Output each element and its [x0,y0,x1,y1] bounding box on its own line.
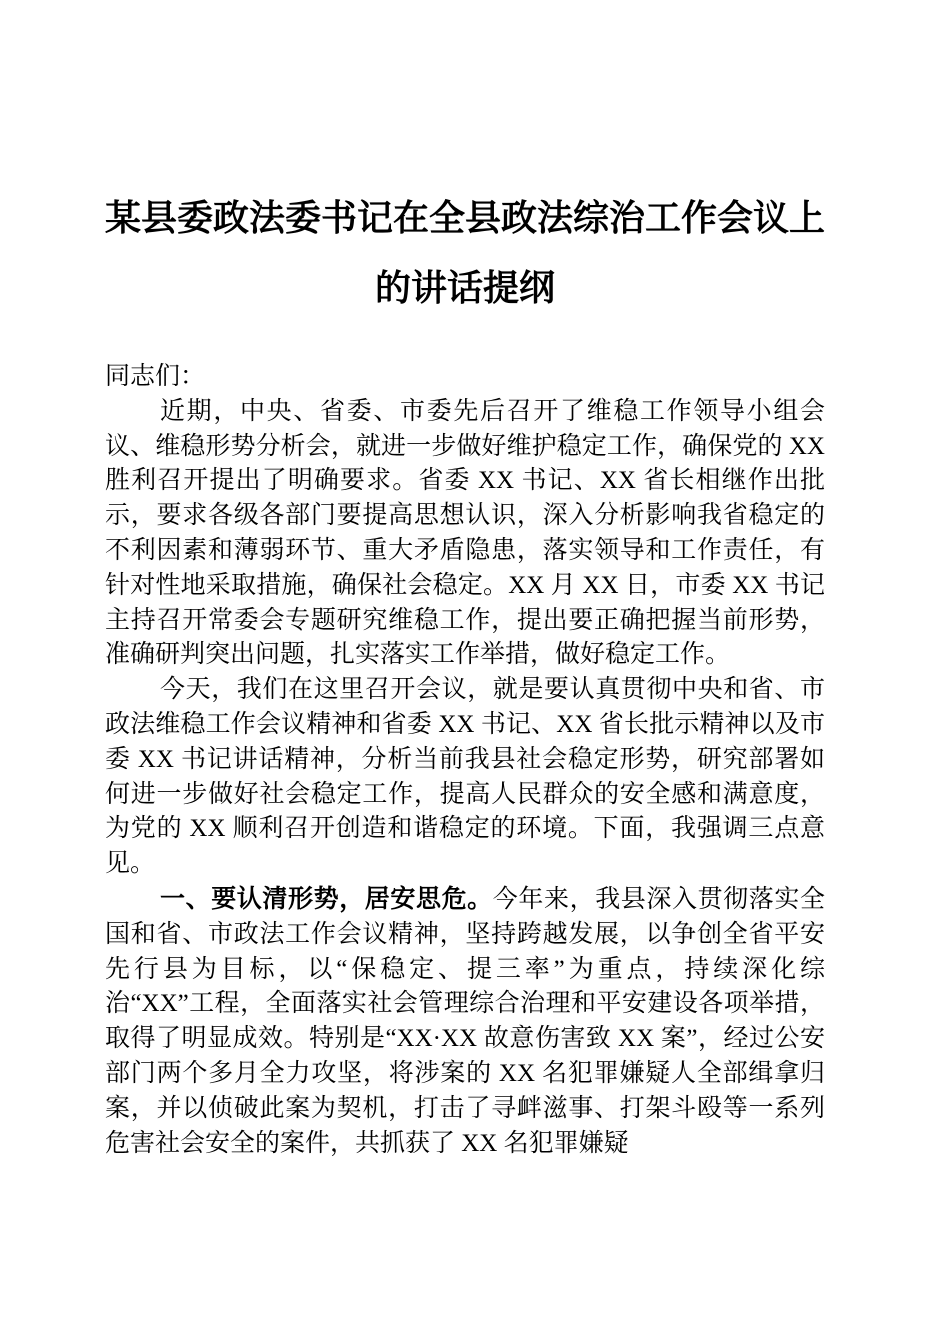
paragraph: 一、要认清形势，居安思危。今年来，我县深入贯彻落实全国和省、市政法工作会议精神，坚持跨越发展，以争创全省平安先行县为目标，以“保稳定、提三率”为重点，持续深化综治“XX”工程，全面落实社会管理综合治理和平安建设各项举措，取得了明显成效。特别是“XX·XX 故意伤害致 XX 案”，经过公安部门两个多月全力攻坚，将涉案的 XX 名犯罪嫌疑人全部缉拿归案，并以侦破此案为契机，打击了寻衅滋事、打架斗殴等一系列危害社会安全的案件，共抓获了 XX 名犯罪嫌疑 [105,884,825,1157]
paragraph: 同志们： [105,363,206,390]
document-body [105,360,825,1161]
document-title: 某县委政法委书记在全县政法综治工作会议上的讲话提纲 [105,198,826,308]
paragraph: 近期，中央、省委、市委先后召开了维稳工作领导小组会议、维稳形势分析会，就进一步做好维护稳定工作，确保党的 XX 胜利召开提出了明确要求。省委 XX 书记、XX 省长相继作出批示，要求各级各部门要提高思想认识，深入分析影响我省稳定的不利因素和薄弱环节、重大矛盾隐患，落实领导和工作责任，有针对性地采取措施，确保社会稳定。XX 月 XX 日，市委 XX 书记主持召开常委会专题研究维稳工作，提出要正确把握当前形势，准确研判突出问题，扎实落实工作举措，做好稳定工作。 [105,397,825,669]
section-heading: 一、要认清形势，居安思危。 [160,884,493,913]
paragraph: 今天，我们在这里召开会议，就是要认真贯彻中央和省、市政法维稳工作会议精神和省委 XX 书记、XX 省长批示精神以及市委 XX 书记讲话精神，分析当前我县社会稳定形势，研究部署如何进一步做好社会稳定工作，提高人民群众的安全感和满意度，为党的 XX 顺利召开创造和谐稳定的环境。下面，我强调三点意见。 [105,676,825,878]
